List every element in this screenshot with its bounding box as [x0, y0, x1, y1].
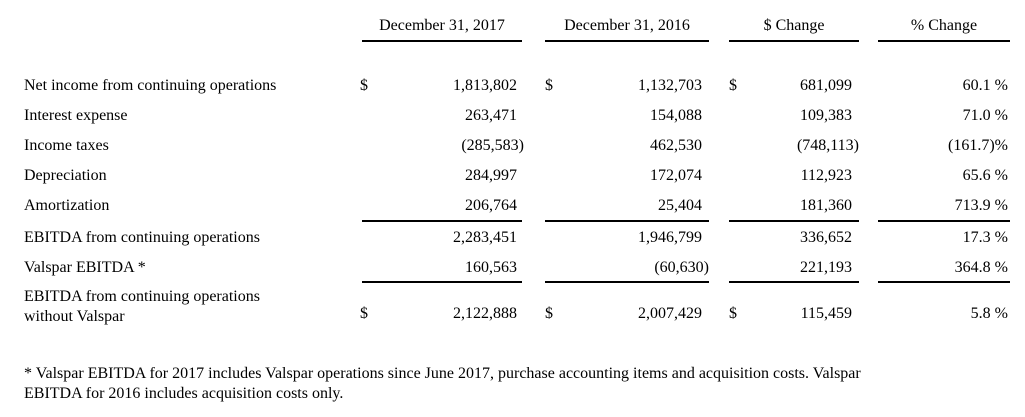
header-dec-2016: December 31, 2016: [564, 17, 690, 34]
dollar-sign: $: [729, 305, 737, 322]
subtotal-rule-dollar-change: [729, 220, 859, 222]
subtotal-rule-2016: [545, 220, 709, 222]
footnote-line-2: EBITDA for 2016 includes acquisition costs only.: [24, 385, 344, 402]
value-dollar-change: 112,923: [800, 167, 852, 184]
value-dollar-change: 115,459: [800, 305, 852, 322]
total-rule-2016: [545, 281, 709, 283]
row-label-depreciation: Depreciation: [24, 167, 107, 184]
header-underline-2016: [545, 40, 709, 42]
row-label-valspar-ebitda: Valspar EBITDA *: [24, 259, 146, 276]
row-label-interest-expense: Interest expense: [24, 107, 128, 124]
footnote-line-1: * Valspar EBITDA for 2017 includes Valspar operations since June 2017, purchase accounting items and acquisition costs. Valspar: [24, 365, 861, 382]
header-percent-change: % Change: [910, 17, 978, 34]
subtotal-rule-2017: [362, 220, 522, 222]
header-underline-percent-change: [878, 40, 1010, 42]
value-percent-change: 364.8 %: [954, 259, 1008, 276]
value-2017: 160,563: [465, 259, 517, 276]
value-2016: 1,132,703: [638, 77, 702, 94]
dollar-sign: $: [545, 305, 553, 322]
header-underline-dollar-change: [729, 40, 859, 42]
value-2016: 25,404: [658, 197, 702, 214]
value-2017: 206,764: [465, 197, 517, 214]
header-underline-2017: [362, 40, 522, 42]
value-2016: 172,074: [650, 167, 702, 184]
value-2017: 2,283,451: [453, 229, 517, 246]
value-percent-change: 60.1 %: [962, 77, 1008, 94]
total-rule-2017: [362, 281, 522, 283]
header-dec-2017: December 31, 2017: [379, 17, 505, 34]
dollar-sign: $: [729, 77, 737, 94]
value-2017: 1,813,802: [453, 77, 517, 94]
value-percent-change: 71.0 %: [962, 107, 1008, 124]
value-2017: 263,471: [465, 107, 517, 124]
value-dollar-change: (748,113): [796, 137, 859, 154]
value-2017: 2,122,888: [453, 305, 517, 322]
value-2016: (60,630): [654, 259, 709, 276]
row-label-amortization: Amortization: [24, 197, 110, 214]
value-dollar-change: 681,099: [800, 77, 852, 94]
row-label-net-income: Net income from continuing operations: [24, 77, 277, 94]
row-label-income-taxes: Income taxes: [24, 137, 109, 154]
row-label-ebitda: EBITDA from continuing operations: [24, 229, 260, 246]
total-rule-percent-change: [878, 281, 1010, 283]
total-rule-dollar-change: [729, 281, 859, 283]
value-2016: 1,946,799: [638, 229, 702, 246]
subtotal-rule-percent-change: [878, 220, 1010, 222]
value-2016: 2,007,429: [638, 305, 702, 322]
value-percent-change: 713.9 %: [954, 197, 1008, 214]
value-percent-change: 5.8 %: [970, 305, 1008, 322]
value-2017: (285,583): [461, 137, 524, 154]
value-dollar-change: 109,383: [800, 107, 852, 124]
value-dollar-change: 336,652: [800, 229, 852, 246]
value-dollar-change: 221,193: [800, 259, 852, 276]
dollar-sign: $: [360, 305, 368, 322]
value-percent-change: 65.6 %: [962, 167, 1008, 184]
value-2016: 462,530: [650, 137, 702, 154]
value-percent-change: (161.7)%: [948, 137, 1008, 154]
value-percent-change: 17.3 %: [962, 229, 1008, 246]
dollar-sign: $: [545, 77, 553, 94]
value-2017: 284,997: [465, 167, 517, 184]
value-dollar-change: 181,360: [800, 197, 852, 214]
row-label-ebitda-without-valspar-line2: without Valspar: [24, 308, 125, 325]
row-label-ebitda-without-valspar-line1: EBITDA from continuing operations: [24, 288, 260, 305]
header-dollar-change: $ Change: [763, 17, 825, 34]
value-2016: 154,088: [650, 107, 702, 124]
dollar-sign: $: [360, 77, 368, 94]
